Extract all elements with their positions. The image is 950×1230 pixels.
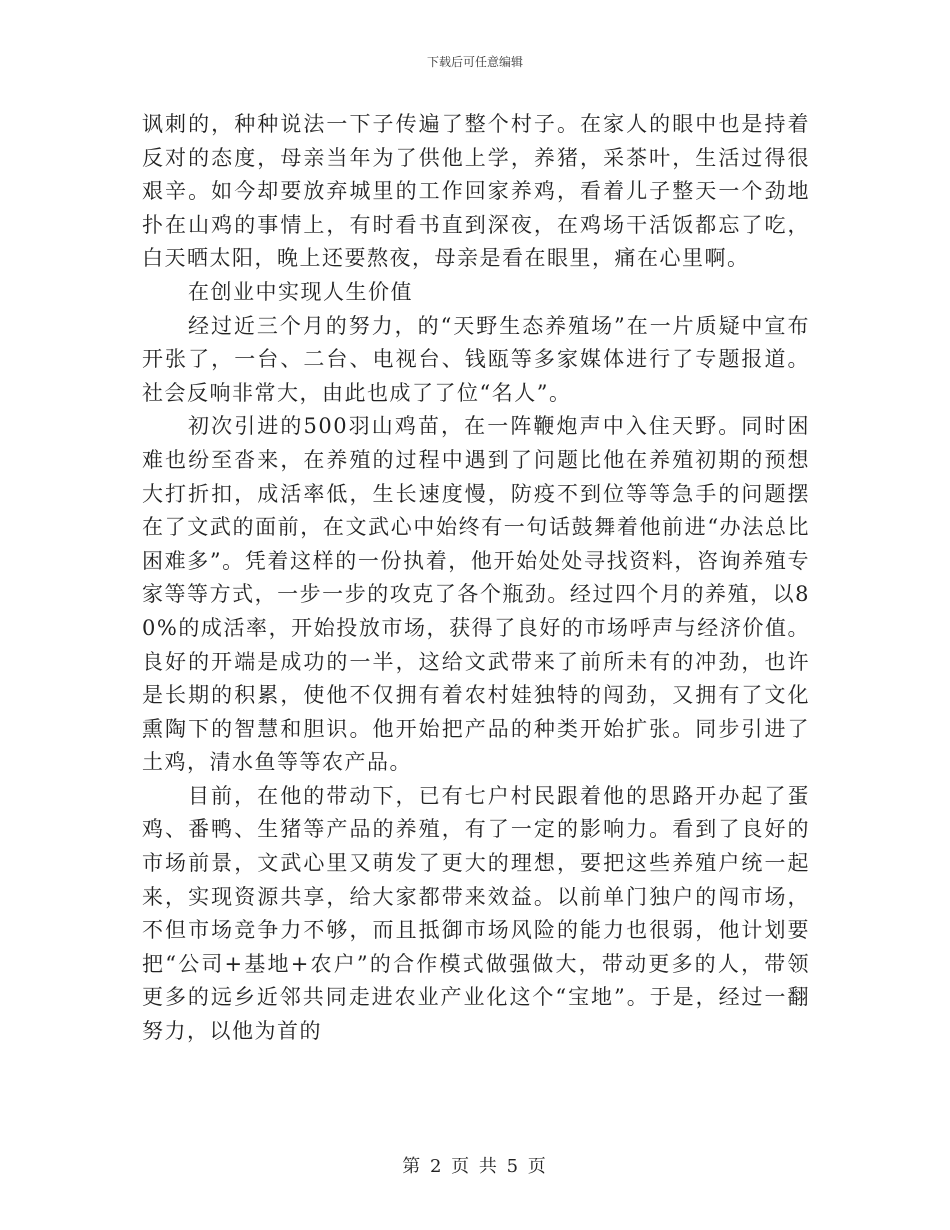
paragraph-farm-opening: 经过近三个月的努力，的“天野生态养殖场”在一片质疑中宣布开张了，一台、二台、电视台、钱瓯等多家媒体进行了专题报道。社会反响非常大，由此也成了了位“名人”。 <box>142 313 810 405</box>
paragraph-family-opposition: 讽刺的，种种说法一下子传遍了整个村子。在家人的眼中也是持着反对的态度，母亲当年为了供他上学，养猪，采茶叶，生活过得很艰辛。如今却要放弃城里的工作回家养鸡，看着儿子整天一个劲地扑在山鸡的事情上，有时看书直到深夜，在鸡场干活饭都忘了吃，白天晒太阳，晚上还要熬夜，母亲是看在眼里，痛在心里啊。 <box>142 112 810 271</box>
paragraph-cooperation-plan: 目前，在他的带动下，已有七户村民跟着他的思路开办起了蛋鸡、番鸭、生猪等产品的养殖，有了一定的影响力。看到了良好的市场前景，文武心里又萌发了更大的理想，要把这些养殖户统一起来，实现资源共享，给大家都带来效益。以前单门独户的闯市场，不但市场竞争力不够，而且抵御市场风险的能力也很弱，他计划要把“公司+基地+农户”的合作模式做强做大，带动更多的人，带领更多的远乡近邻共同走进农业产业化这个“宝地”。于是，经过一翻努力，以他为首的 <box>142 783 810 1044</box>
page-number-footer: 第 2 页 共 5 页 <box>402 1156 548 1177</box>
section-heading: 在创业中实现人生价值 <box>188 279 413 304</box>
page-header: 下载后可任意编辑 <box>426 55 523 69</box>
document-body <box>142 108 810 1049</box>
paragraph-first-chicks: 初次引进的500羽山鸡苗，在一阵鞭炮声中入住天野。同时困难也纷至沓来，在养殖的过程中遇到了问题比他在养殖初期的预想大打折扣，成活率低，生长速度慢，防疫不到位等等急手的问题摆在了文武的面前，在文武心中始终有一句话鼓舞着他前进“办法总比困难多”。凭着这样的一份执着，他开始处处寻找资料，咨询养殖专家等等方式，一步一步的攻克了各个瓶劲。经过四个月的养殖，以80%的成活率，开始投放市场，获得了良好的市场呼声与经济价值。良好的开端是成功的一半，这给文武带来了前所未有的冲劲，也许是长期的积累，使他不仅拥有着农村娃独特的闯劲，又拥有了文化熏陶下的智慧和胆识。他开始把产品的种类开始扩张。同步引进了土鸡，清水鱼等等农产品。 <box>142 414 810 775</box>
